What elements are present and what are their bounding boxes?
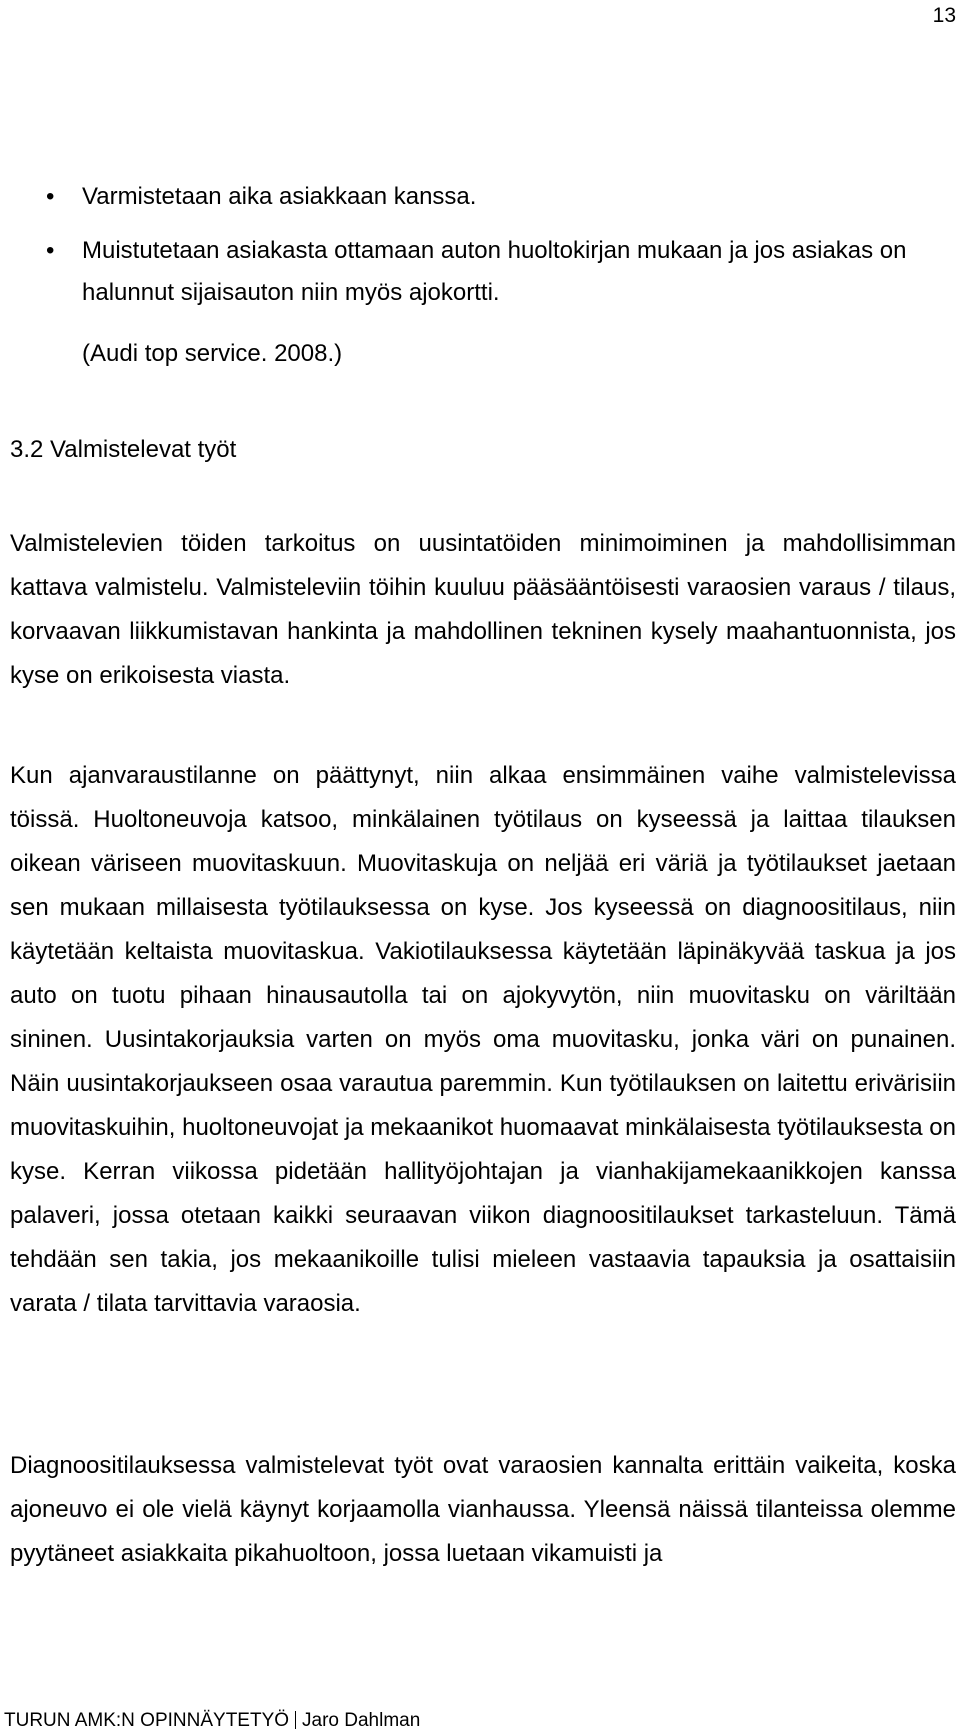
paragraph: Diagnoositilauksessa valmistelevat työt ovat varaosien kannalta erittäin vaikeita, koska ajoneuvo ei ole vielä käynyt korjaamolla vianhaussa. Yleensä näissä tilanteissa olemme pyytäneet asiakkaita pikahuoltoon, jossa luetaan vikamuisti ja — [10, 1452, 956, 1567]
paragraph: Kun ajanvaraustilanne on päättynyt, niin alkaa ensimmäinen vaihe valmistelevissa töissä. Huoltoneuvoja katsoo, minkälainen työtilaus on kyseessä ja laittaa tilauksen oikean väriseen muovitaskuun. Muovitaskuja on neljää eri väriä ja työtilaukset jaetaan sen mukaan millaisesta työtilauksessa on kyse. Jos kyseessä on diagnoositilaus, niin käytetään keltaista muovitaskua. Vakiotilauksessa käytetään läpinäkyvää taskua ja jos auto on tuotu pihaan hinausautolla tai on ajokyvytön, niin muovitasku on väriltään sininen. Uusintakorjauksia varten on myös oma muovitasku, jonka väri on punainen. Näin uusintakorjaukseen osaa varautua paremmin. Kun työtilauksen on laitettu erivärisiin muovitaskuihin, huoltoneuvojat ja mekaanikot huomaavat minkälaisesta työtilauksesta on kyse. Kerran viikossa pidetään hallityöjohtajan ja vianhakijamekaanikkojen kanssa palaveri, jossa otetaan kaikki seuraavan viikon diagnoositilaukset tarkasteluun. Tämä tehdään sen takia, jos mekaanikoille tulisi mieleen vastaavia tapauksia ja osattaisiin varata / tilata tarvittavia varaosia. — [10, 762, 956, 1317]
list-item — [46, 176, 960, 218]
bullet-icon: • — [46, 183, 55, 210]
list-item-text: Muistutetaan asiakasta ottamaan auton huoltokirjan mukaan ja jos asiakas on halunnut sijaisauton niin myös ajokortti. — [82, 237, 907, 306]
reference-citation: (Audi top service. 2008.) — [82, 340, 343, 367]
page-number: 13 — [932, 4, 956, 27]
footer-author: Jaro Dahlman — [302, 1710, 421, 1731]
footer-institution: TURUN AMK:N OPINNÄYTETYÖ — [4, 1710, 290, 1731]
list-item — [46, 230, 960, 314]
paragraph: Valmistelevien töiden tarkoitus on uusintatöiden minimoiminen ja mahdollisimman kattava valmistelu. Valmisteleviin töihin kuuluu pääsääntöisesti varaosien varaus / tilaus, korvaavan liikkumistavan hankinta ja mahdollinen tekninen kysely maahantuonnista, jos kyse on erikoisesta viasta. — [10, 530, 956, 689]
bullet-list — [46, 176, 960, 326]
list-item-text: Varmistetaan aika asiakkaan kanssa. — [82, 183, 477, 210]
footer-separator — [295, 1711, 296, 1729]
section-heading: 3.2 Valmistelevat työt — [10, 436, 237, 463]
page-footer — [4, 1710, 420, 1732]
bullet-icon: • — [46, 237, 55, 264]
